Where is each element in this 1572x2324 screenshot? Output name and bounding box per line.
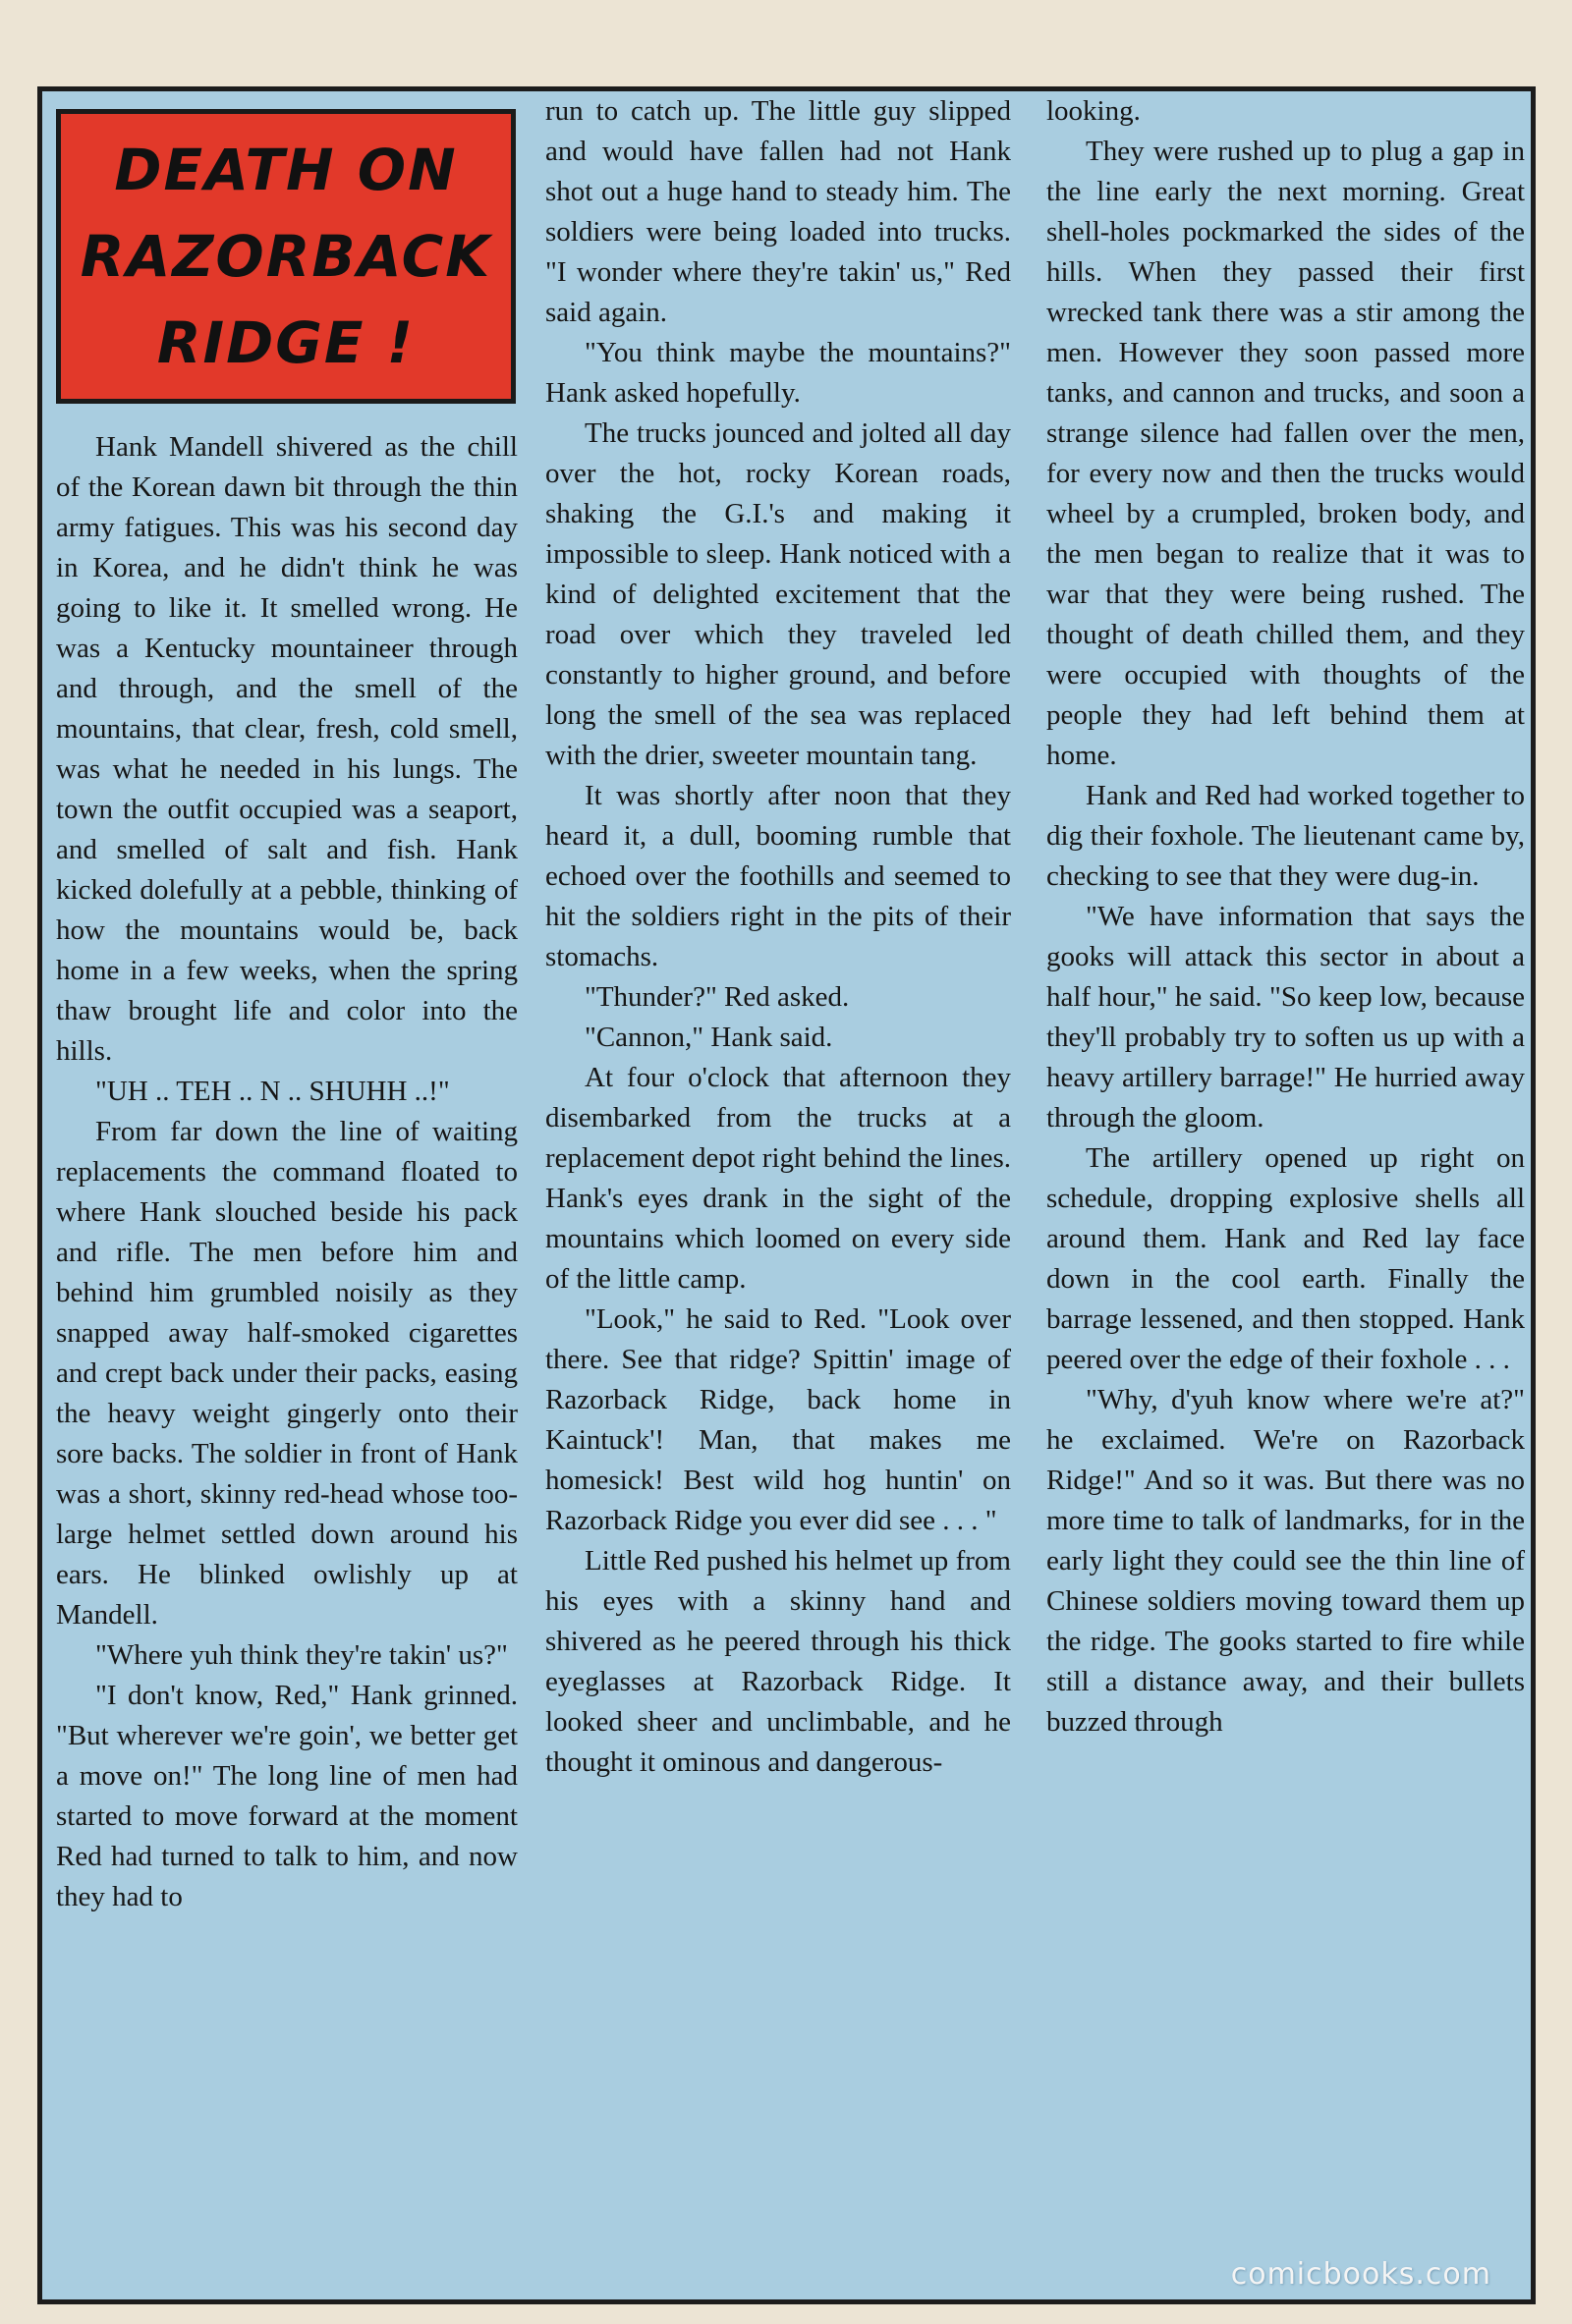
paragraph: At four o'clock that afternoon they disembarked from the trucks at a replacement depot right behind the lines. Hank's eyes drank in the sight of the mountains which loomed on every side of the little camp. [545, 1062, 1011, 1295]
paragraph: From far down the line of waiting replacements the command floated to where Hank slouched beside his pack and rifle. The men before him and behind him grumbled noisily as they snapped away half-smoked cigarettes and crept back under their packs, easing the heavy weight gingerly onto their sore backs. The soldier in front of Hank was a short, skinny red-head whose too-large helmet settled down around his ears. He blinked owlishly up at Mandell. [56, 1116, 518, 1631]
paragraph: "We have information that says the gooks will attack this sector in about a half hour," he said. "So keep low, because they'll probably try to soften us up with a heavy artillery barrage!" He hurried away through the gloom. [1046, 901, 1525, 1134]
watermark: comicbooks.com [1230, 2257, 1491, 2292]
paragraph: "Where yuh think they're takin' us?" [95, 1639, 508, 1671]
title-line: RIDGE ! [156, 309, 416, 376]
paragraph: "Cannon," Hank said. [585, 1022, 833, 1053]
paragraph: Little Red pushed his helmet up from his eyes with a skinny hand and shivered as he peered through his thick eyeglasses at Razorback Ridge. It looked sheer and unclimbable, and he thought it ominous and dangerous- [545, 1545, 1011, 1778]
paragraph: looking. [1046, 95, 1141, 127]
paragraph: run to catch up. The little guy slipped and would have fallen had not Hank shot out a huge hand to steady him. The soldiers were being loaded into trucks. "I wonder where they're takin' us," Red said again. [545, 95, 1011, 328]
paragraph: "I don't know, Red," Hank grinned. "But wherever we're goin', we better get a move on!" The long line of men had started to move forward at the moment Red had turned to talk to him, and now they had to [56, 1680, 518, 1912]
paragraph: "Look," he said to Red. "Look over there. See that ridge? Spittin' image of Razorback Ridge, back home in Kaintuck'! Man, that makes me homesick! Best wild hog huntin' on Razorback Ridge you ever did see . . . " [545, 1303, 1011, 1536]
title-line: DEATH ON [114, 137, 458, 203]
paragraph: Hank and Red had worked together to dig their foxhole. The lieutenant came by, checking to see that they were dug-in. [1046, 780, 1525, 892]
text-column-3 [1046, 91, 1525, 1743]
paragraph: "Thunder?" Red asked. [585, 981, 850, 1013]
paragraph: "Why, d'yuh know where we're at?" he exclaimed. We're on Razorback Ridge!" And so it was. But there was no more time to talk of landmarks, for in the early light they could see the thin line of Chinese soldiers moving toward them up the ridge. The gooks started to fire while still a distance away, and their bullets buzzed through [1046, 1384, 1525, 1738]
story-title [81, 127, 491, 386]
paragraph: They were rushed up to plug a gap in the line early the next morning. Great shell-holes pockmarked the sides of the hills. When they passed their first wrecked tank there was a stir among the men. However they soon passed more tanks, and cannon and trucks, and soon a strange silence had fallen over the men, for every now and then the trucks would wheel by a crumpled, broken body, and the men began to realize that it was to war that they were being rushed. The thought of death chilled them, and they were occupied with thoughts of the people they had left behind them at home. [1046, 136, 1525, 771]
text-column-1 [56, 427, 518, 1917]
paragraph: Hank Mandell shivered as the chill of the Korean dawn bit through the thin army fatigues. This was his second day in Korea, and he didn't think he was going to like it. It smelled wrong. He was a Kentucky mountaineer through and through, and the smell of the mountains, that clear, fresh, cold smell, was what he needed in his lungs. The town the outfit occupied was a seaport, and smelled of salt and fish. Hank kicked dolefully at a pebble, thinking of how the mountains would be, back home in a few weeks, when the spring thaw brought life and color into the hills. [56, 431, 518, 1067]
story-panel [37, 86, 1536, 2304]
paragraph: It was shortly after noon that they heard it, a dull, booming rumble that echoed over the foothills and seemed to hit the soldiers right in the pits of their stomachs. [545, 780, 1011, 972]
paragraph: "UH .. TEH .. N .. SHUHH ..!" [95, 1076, 450, 1107]
text-column-2 [545, 91, 1011, 1783]
paragraph: "You think maybe the mountains?" Hank asked hopefully. [545, 337, 1011, 409]
paragraph: The trucks jounced and jolted all day over the hot, rocky Korean roads, shaking the G.I.'s and making it impossible to sleep. Hank noticed with a kind of delighted excitement that the road over which they traveled led constantly to higher ground, and before long the smell of the sea was replaced with the drier, sweeter mountain tang. [545, 417, 1011, 771]
title-box [56, 109, 516, 404]
title-line: RAZORBACK [80, 223, 492, 290]
paragraph: The artillery opened up right on schedule, dropping explosive shells all around them. Hank and Red lay face down in the cool earth. Finally the barrage lessened, and then stopped. Hank peered over the edge of their foxhole . . . [1046, 1142, 1525, 1375]
